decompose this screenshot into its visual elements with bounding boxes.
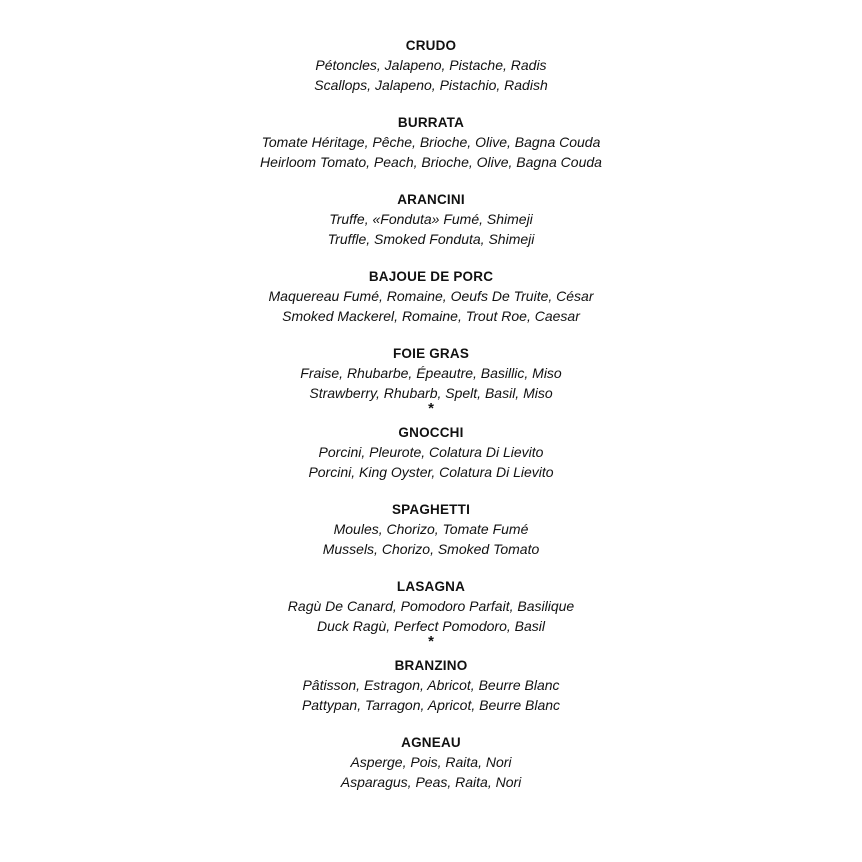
dish-description-fr: Maquereau Fumé, Romaine, Oeufs De Truite, César	[268, 288, 594, 304]
dish-description-fr: Fraise, Rhubarbe, Épeautre, Basillic, Miso	[300, 365, 562, 381]
dish-title: BURRATA	[397, 115, 465, 130]
dish-title: SPAGHETTI	[391, 502, 471, 517]
dish-foie-gras	[0, 344, 862, 403]
dish-title: BAJOUE DE PORC	[368, 269, 494, 284]
dish-spaghetti	[0, 500, 862, 559]
dish-description-fr: Ragù De Canard, Pomodoro Parfait, Basilique	[287, 598, 575, 614]
dish-description-fr: Pétoncles, Jalapeno, Pistache, Radis	[315, 57, 547, 73]
dish-description-fr: Pâtisson, Estragon, Abricot, Beurre Blanc	[302, 677, 560, 693]
dish-description-en: Duck Ragù, Perfect Pomodoro, Basil	[317, 617, 545, 634]
dish-gnocchi	[0, 423, 862, 482]
dish-burrata	[0, 113, 862, 172]
dish-branzino	[0, 656, 862, 715]
dish-description-en: Mussels, Chorizo, Smoked Tomato	[322, 540, 540, 557]
dish-description-fr: Truffe, «Fonduta» Fumé, Shimeji	[329, 211, 533, 227]
dish-description-en: Pattypan, Tarragon, Apricot, Beurre Blanc	[301, 696, 561, 713]
dish-description-fr: Asperge, Pois, Raita, Nori	[350, 754, 512, 770]
dish-arancini	[0, 190, 862, 249]
dish-description-fr: Moules, Chorizo, Tomate Fumé	[333, 521, 529, 537]
dish-title: BRANZINO	[394, 658, 468, 673]
dish-description-fr: Porcini, Pleurote, Colatura Di Lievito	[318, 444, 544, 460]
dish-description-en: Strawberry, Rhubarb, Spelt, Basil, Miso	[309, 384, 553, 401]
dish-description-en: Truffle, Smoked Fonduta, Shimeji	[327, 230, 535, 247]
dish-title: AGNEAU	[401, 735, 461, 750]
dish-description-en: Porcini, King Oyster, Colatura Di Lievito	[308, 463, 554, 480]
dish-crudo	[0, 36, 862, 95]
dish-agneau	[0, 733, 862, 792]
dish-description-en: Scallops, Jalapeno, Pistachio, Radish	[314, 76, 548, 93]
course-separator: *	[428, 633, 434, 650]
dish-description-fr: Tomate Héritage, Pêche, Brioche, Olive, Bagna Couda	[261, 134, 601, 150]
dish-title: FOIE GRAS	[392, 346, 470, 361]
dish-bajoue-de-porc	[0, 267, 862, 326]
menu	[0, 36, 862, 810]
dish-title: CRUDO	[405, 38, 457, 53]
dish-description-en: Heirloom Tomato, Peach, Brioche, Olive, Bagna Couda	[260, 153, 602, 170]
dish-title: LASAGNA	[396, 579, 466, 594]
dish-title: ARANCINI	[397, 192, 465, 207]
dish-description-en: Smoked Mackerel, Romaine, Trout Roe, Caesar	[282, 307, 580, 324]
dish-description-en: Asparagus, Peas, Raita, Nori	[340, 773, 522, 790]
course-separator: *	[428, 400, 434, 417]
dish-lasagna	[0, 577, 862, 636]
dish-title: GNOCCHI	[398, 425, 464, 440]
